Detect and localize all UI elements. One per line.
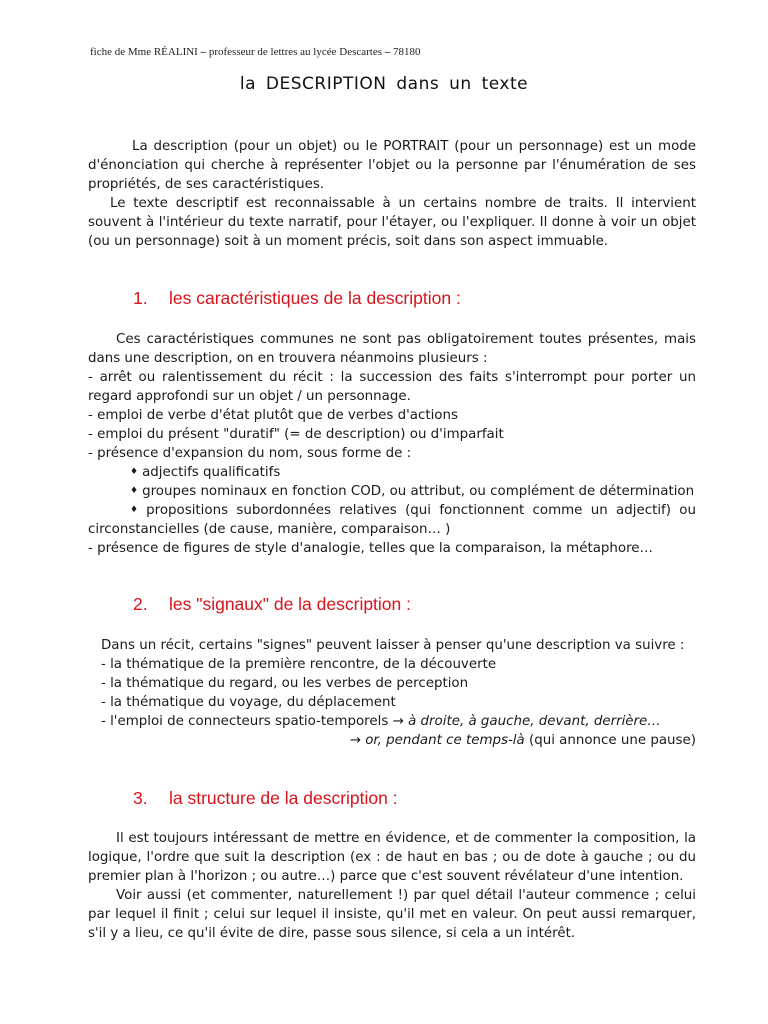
page-title: la DESCRIPTION dans un texte [239, 74, 529, 94]
section-1-heading [133, 288, 461, 309]
section-2-item-2: - la thématique du regard, ou les verbes de perception [101, 676, 469, 691]
item-4-examples: à droite, à gauche, devant, derrière… [408, 714, 661, 729]
section-2-item-3: - la thématique du voyage, du déplacement [101, 695, 396, 710]
section-1-item-3: - emploi du présent "duratif" (= de description) ou d'imparfait [88, 427, 504, 442]
intro-section [88, 137, 696, 251]
sub-item-text: propositions subordonnées relatives (qui fonctionnent comme un adjectif) ou circonstancielles (de cause, manière, comparaison… ) [88, 503, 696, 537]
section-1-item-5: - présence de figures de style d'analogie, telles que la comparaison, la métaphore… [88, 541, 653, 556]
intro-paragraph-2: Le texte descriptif est reconnaissable à un certains nombre de traits. Il intervient souvent à l'intérieur du texte narratif, pour l'étayer, ou l'expliquer. Il donne à voir un objet (ou un personnage) soit à un moment précis, soit dans son aspect immuable. [88, 196, 696, 249]
section-1-intro: Ces caractéristiques communes ne sont pas obligatoirement toutes présentes, mais dans une description, on en trouvera néanmoins plusieurs : [88, 332, 696, 366]
bullet-icon: ♦ [130, 505, 143, 515]
item-5-examples: or, pendant ce temps-là [365, 733, 525, 748]
section-1-body [88, 330, 696, 558]
arrow-icon: → [392, 714, 404, 729]
section-2-body [101, 636, 696, 750]
section-1-item-1: - arrêt ou ralentissement du récit : la succession des faits s'interrompt pour porter un regard approfondi sur un objet / un personnage. [88, 370, 696, 404]
bullet-icon: ♦ [130, 467, 139, 477]
section-2-item-4 [101, 712, 696, 731]
header-dash-1: – [200, 46, 207, 58]
section-1-sub-item-2 [88, 482, 696, 501]
header-code: 78180 [393, 46, 421, 58]
section-2-title: les "signaux" de la description : [169, 594, 412, 614]
section-2-number: 2. [133, 594, 148, 614]
section-1-sub-item-3 [88, 501, 696, 539]
sub-item-text: adjectifs qualificatifs [142, 465, 281, 480]
section-3-number: 3. [133, 788, 148, 808]
header-role: professeur de lettres au lycée Descartes [208, 46, 383, 58]
header-dash-2: – [384, 46, 391, 58]
section-1-number: 1. [133, 288, 148, 308]
section-3-body [88, 829, 696, 943]
section-1-title: les caractéristiques de la description : [169, 288, 461, 308]
section-2-intro: Dans un récit, certains "signes" peuvent laisser à penser qu'une description va suivre : [101, 638, 685, 653]
header-name: RÉALINI [153, 46, 198, 58]
arrow-icon: → [349, 733, 361, 748]
sub-item-text: groupes nominaux en fonction COD, ou attribut, ou complément de détermination [142, 484, 695, 499]
section-2-heading [133, 594, 411, 615]
bullet-icon: ♦ [130, 486, 139, 496]
section-3-paragraph-1: Il est toujours intéressant de mettre en évidence, et de commenter la composition, la logique, l'ordre que suit la description (ex : de haut en bas ; ou de dote à gauche ; ou du premier plan à l'horizon ; ou autre…) parce que c'est souvent révélateur d'une intention. [88, 831, 696, 884]
section-1-item-2: - emploi de verbe d'état plutôt que de verbes d'actions [88, 408, 458, 423]
item-5-tail: (qui annonce une pause) [528, 733, 696, 748]
page-header [90, 46, 421, 58]
section-1-item-4: - présence d'expansion du nom, sous forme de : [88, 446, 412, 461]
section-3-heading [133, 788, 398, 809]
intro-paragraph-1: La description (pour un objet) ou le PORTRAIT (pour un personnage) est un mode d'énonciation qui cherche à représenter l'objet ou la personne par l'énumération de ses propriétés, de ses caractéristiques. [88, 139, 696, 192]
section-2-item-1: - la thématique de la première rencontre, de la découverte [101, 657, 497, 672]
section-2-item-5 [101, 731, 696, 750]
header-prefix: fiche de Mme [90, 46, 152, 58]
section-3-paragraph-2: Voir aussi (et commenter, naturellement !) par quel détail l'auteur commence ; celui par lequel il finit ; celui sur lequel il insiste, qu'il met en valeur. On peut aussi remarquer, s'il y a lieu, ce qu'il évite de dire, passe sous silence, si cela a un intérêt. [88, 888, 696, 941]
section-1-sub-item-1 [88, 463, 696, 482]
section-3-title: la structure de la description : [169, 788, 398, 808]
item-4-lead: - l'emploi de connecteurs spatio-temporels [101, 714, 389, 729]
